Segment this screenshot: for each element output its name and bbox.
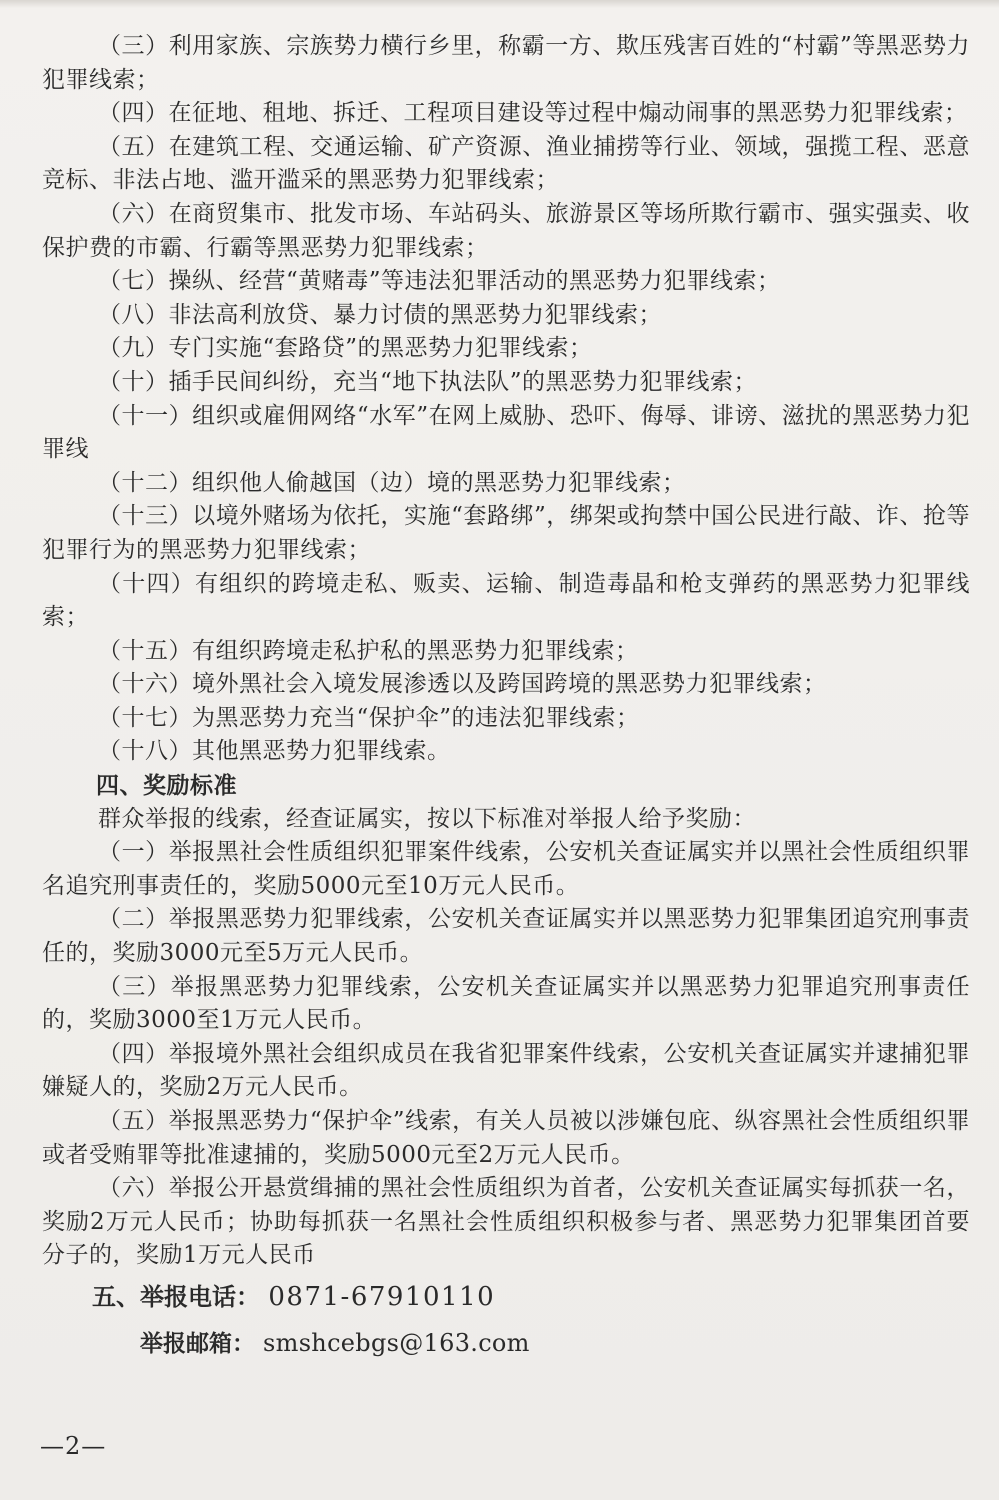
report-email-line — [42, 1323, 970, 1364]
phone-label: 五、举报电话： — [92, 1281, 260, 1311]
email-label: 举报邮箱： — [140, 1329, 255, 1357]
clue-item-9: （九）专门实施“套路贷”的黑恶势力犯罪线索； — [98, 335, 593, 362]
document-body — [42, 30, 970, 1364]
reward-item-1: （一）举报黑社会性质组织犯罪案件线索，公安机关查证属实并以黑社会性质组织罪名追究刑事责任的，奖励5000元至10万元人民币。 — [42, 839, 970, 899]
page-number: —2— — [40, 1432, 107, 1460]
clue-item-14: （十四）有组织的跨境走私、贩卖、运输、制造毒晶和枪支弹药的黑恶势力犯罪线索； — [42, 570, 970, 631]
section-heading-reward: 四、奖励标准 — [96, 772, 237, 800]
reward-item-5: （五）举报黑恶势力“保护伞”线索，有关人员被以涉嫌包庇、纵容黑社会性质组织罪或者受贿罪等批准逮捕的，奖励5000元至2万元人民币。 — [42, 1108, 970, 1168]
phone-number: 0871-67910110 — [268, 1281, 496, 1312]
reward-item-4: （四）举报境外黑社会组织成员在我省犯罪案件线索，公安机关查证属实并逮捕犯罪嫌疑人的，奖励2万元人民币。 — [42, 1040, 970, 1101]
report-phone-line — [42, 1277, 970, 1317]
clue-item-10: （十）插手民间纠纷，充当“地下执法队”的黑恶势力犯罪线索； — [98, 368, 758, 395]
clue-item-16: （十六）境外黑社会入境发展渗透以及跨国跨境的黑恶势力犯罪线索； — [98, 671, 827, 698]
email-address: smshcebgs@163.com — [263, 1328, 530, 1357]
clue-item-3: （三）利用家族、宗族势力横行乡里，称霸一方、欺压残害百姓的“村霸”等黑恶势力犯罪线索； — [42, 33, 970, 93]
reward-item-2: （二）举报黑恶势力犯罪线索，公安机关查证属实并以黑恶势力犯罪集团追究刑事责任的，奖励3000元至5万元人民币。 — [42, 906, 970, 967]
scan-edge-shadow — [0, 0, 999, 8]
clue-item-8: （八）非法高利放贷、暴力讨债的黑恶势力犯罪线索； — [98, 301, 662, 328]
reward-item-6: （六）举报公开悬赏缉捕的黑社会性质组织为首者，公安机关查证属实每抓获一名，奖励2万元人民币；协助每抓获一名黑社会性质组织积极参与者、黑恶势力犯罪集团首要分子的，奖励1万元人民币 — [42, 1175, 970, 1269]
reward-item-3: （三）举报黑恶势力犯罪线索，公安机关查证属实并以黑恶势力犯罪追究刑事责任的，奖励3000至1万元人民币。 — [42, 973, 970, 1034]
clue-item-17: （十七）为黑恶势力充当“保护伞”的违法犯罪线索； — [98, 704, 640, 731]
clue-item-11: （十一）组织或雇佣网络“水军”在网上威胁、恐吓、侮辱、诽谤、滋扰的黑恶势力犯罪线 — [42, 402, 970, 463]
clue-item-7: （七）操纵、经营“黄赌毒”等违法犯罪活动的黑恶势力犯罪线索； — [98, 268, 781, 295]
clue-item-18: （十八）其他黑恶势力犯罪线索。 — [98, 738, 451, 765]
clue-item-13: （十三）以境外赌场为依托，实施“套路绑”，绑架或拘禁中国公民进行敲、诈、抢等犯罪行为的黑恶势力犯罪线索； — [42, 503, 970, 563]
clue-item-12: （十二）组织他人偷越国（边）境的黑恶势力犯罪线索； — [98, 469, 686, 496]
reward-intro: 群众举报的线索，经查证属实，按以下标准对举报人给予奖励： — [98, 805, 756, 832]
clue-item-6: （六）在商贸集市、批发市场、车站码头、旅游景区等场所欺行霸市、强实强卖、收保护费的市霸、行霸等黑恶势力犯罪线索； — [42, 200, 970, 261]
clue-item-5: （五）在建筑工程、交通运输、矿产资源、渔业捕捞等行业、领域，强揽工程、恶意竞标、非法占地、滥开滥采的黑恶势力犯罪线索； — [42, 133, 970, 194]
clue-item-15: （十五）有组织跨境走私护私的黑恶势力犯罪线索； — [98, 637, 639, 664]
clue-item-4: （四）在征地、租地、拆迁、工程项目建设等过程中煽动闹事的黑恶势力犯罪线索； — [98, 100, 968, 127]
